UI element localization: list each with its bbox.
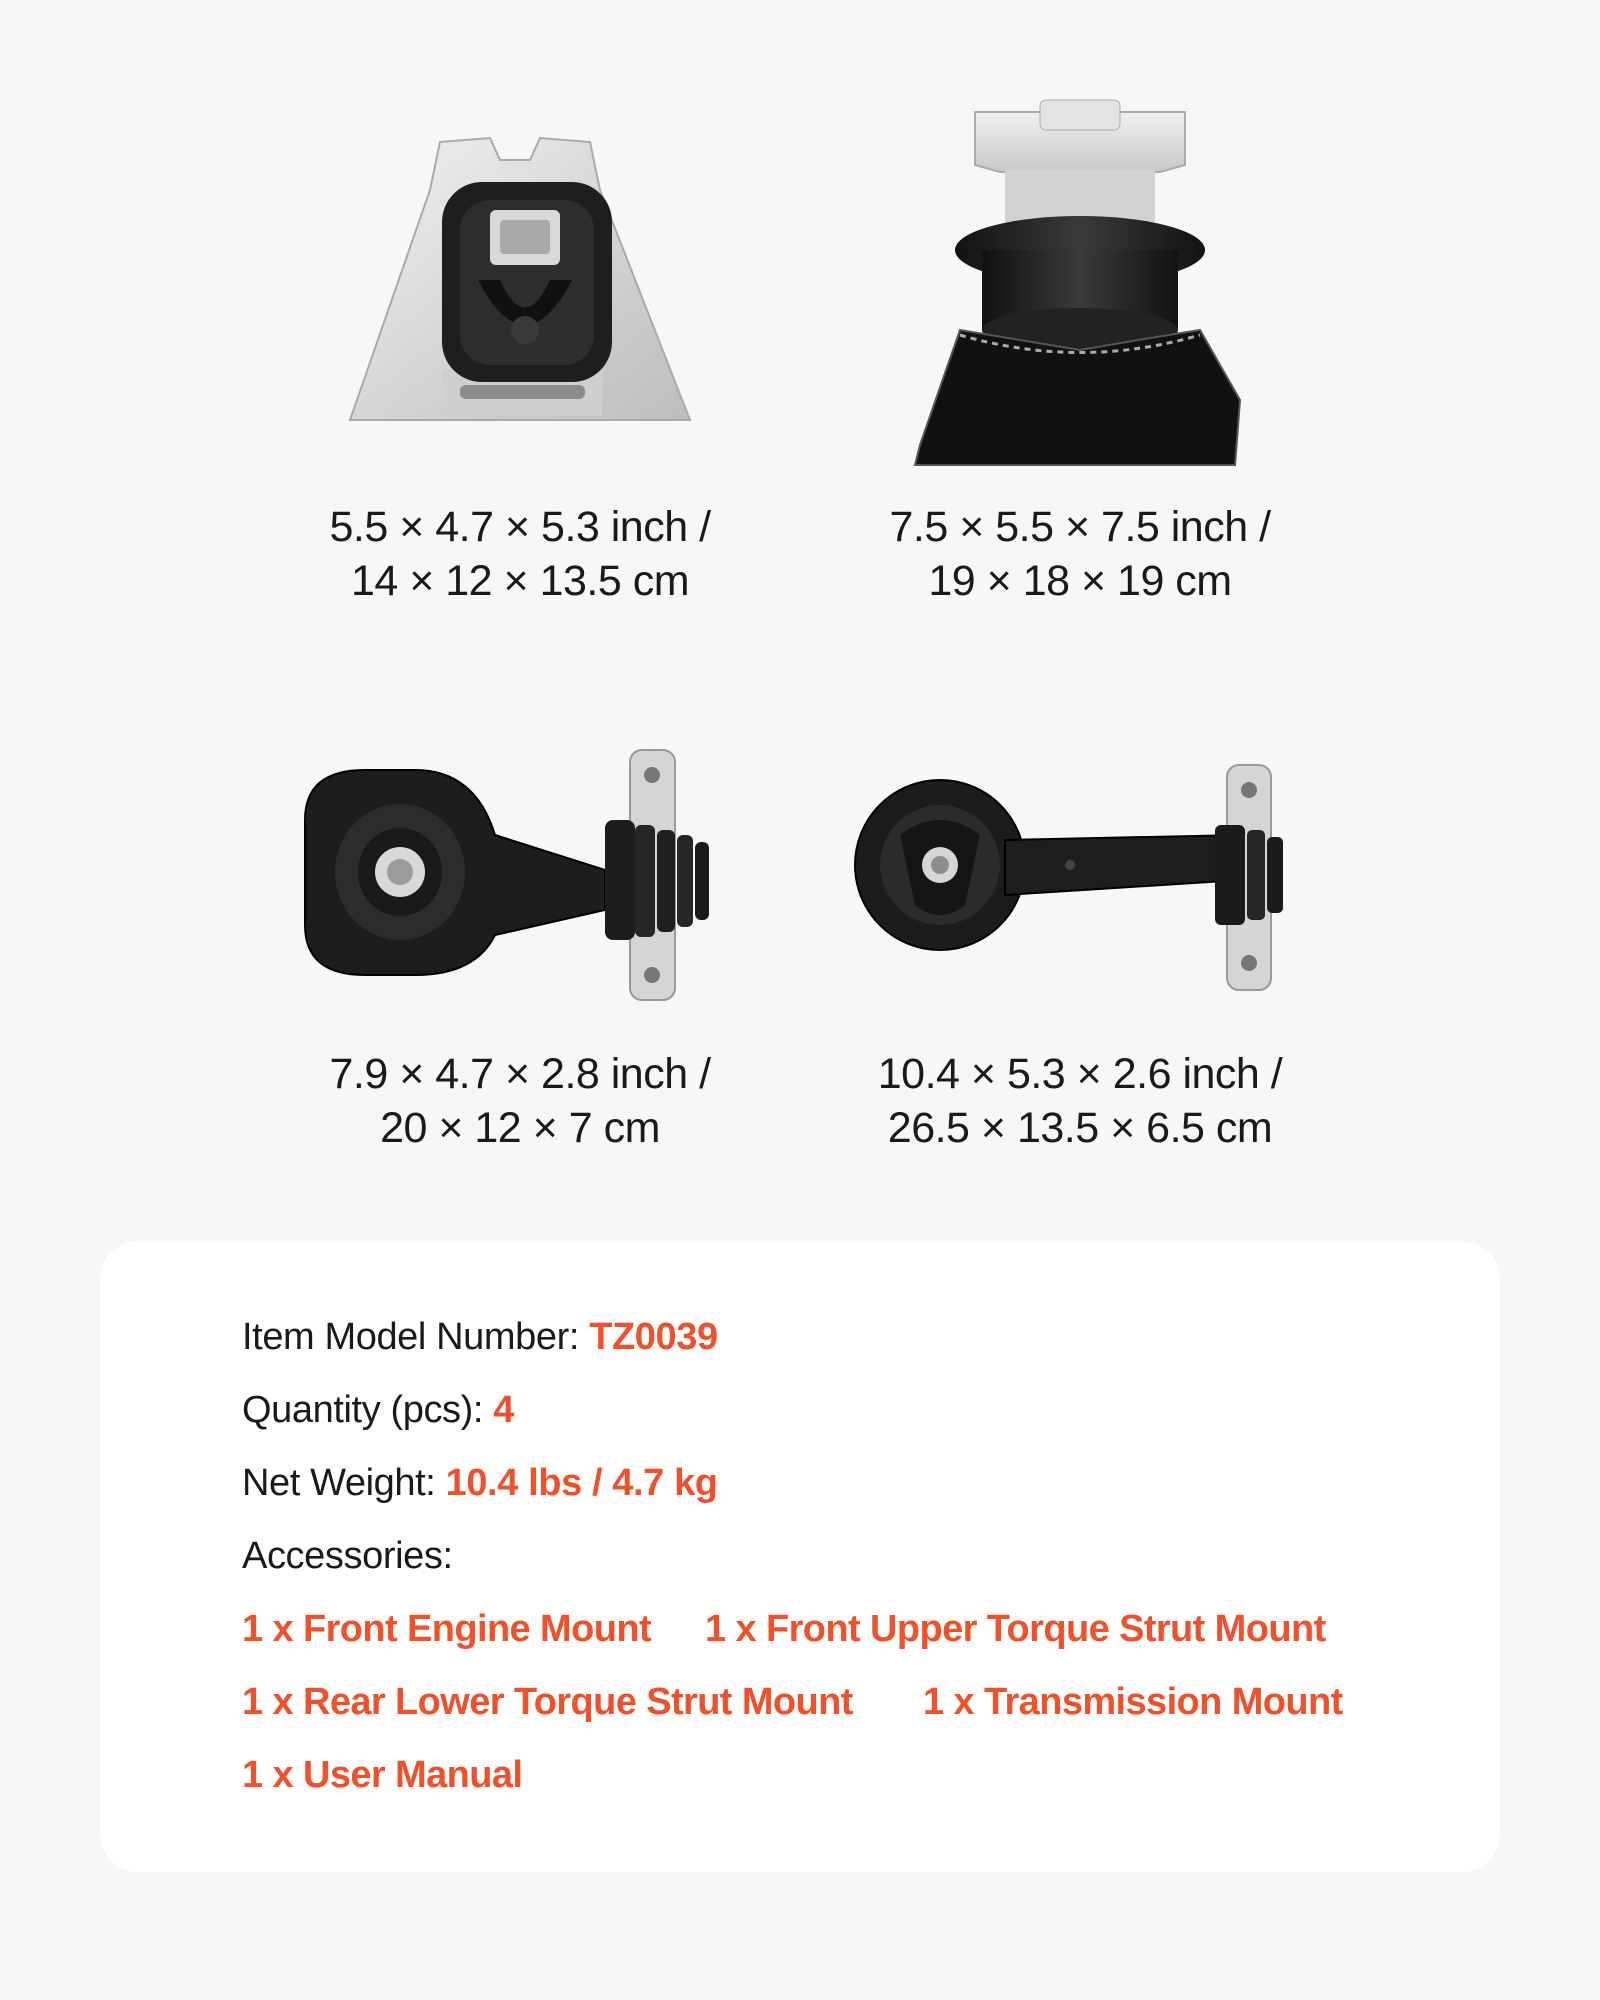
accessories-label: Accessories: [242,1535,453,1577]
accessory-item: 1 x Front Upper Torque Strut Mount [705,1608,1326,1650]
dims-cm: 26.5 × 13.5 × 6.5 cm [887,1104,1273,1152]
model-number-row [242,1316,718,1359]
transmission-mount-dimensions [800,1047,1360,1155]
accessory-item: 1 x Rear Lower Torque Strut Mount [242,1681,853,1723]
quantity-label: Quantity (pcs): [242,1389,494,1431]
front-upper-torque-strut-mount-image [900,100,1260,470]
dims-cm: 20 × 12 × 7 cm [380,1104,660,1152]
accessory-item: 1 x Front Engine Mount [242,1608,651,1650]
net-weight-label: Net Weight: [242,1462,446,1504]
rear-lower-torque-strut-mount-image [305,750,735,1010]
dims-inch: 7.5 × 5.5 × 7.5 inch / [889,503,1271,551]
dims-inch: 10.4 × 5.3 × 2.6 inch / [877,1050,1283,1098]
front-upper-torque-strut-mount-dimensions [800,500,1360,608]
front-engine-mount-image [350,130,700,440]
model-number-value: TZ0039 [589,1316,718,1358]
accessory-item: 1 x Transmission Mount [923,1681,1343,1723]
dims-cm: 19 × 18 × 19 cm [928,557,1232,605]
dims-inch: 7.9 × 4.7 × 2.8 inch / [329,1050,711,1098]
dims-cm: 14 × 12 × 13.5 cm [350,557,690,605]
accessory-item: 1 x User Manual [242,1754,523,1796]
dims-inch: 5.5 × 4.7 × 5.3 inch / [329,503,711,551]
transmission-mount-image [855,765,1305,995]
quantity-value: 4 [493,1389,514,1431]
model-number-label: Item Model Number: [242,1316,590,1358]
rear-lower-torque-strut-mount-dimensions [240,1047,800,1155]
quantity-row [242,1389,514,1432]
net-weight-row [242,1462,718,1505]
net-weight-value: 10.4 lbs / 4.7 kg [445,1462,718,1504]
front-engine-mount-dimensions [240,500,800,608]
